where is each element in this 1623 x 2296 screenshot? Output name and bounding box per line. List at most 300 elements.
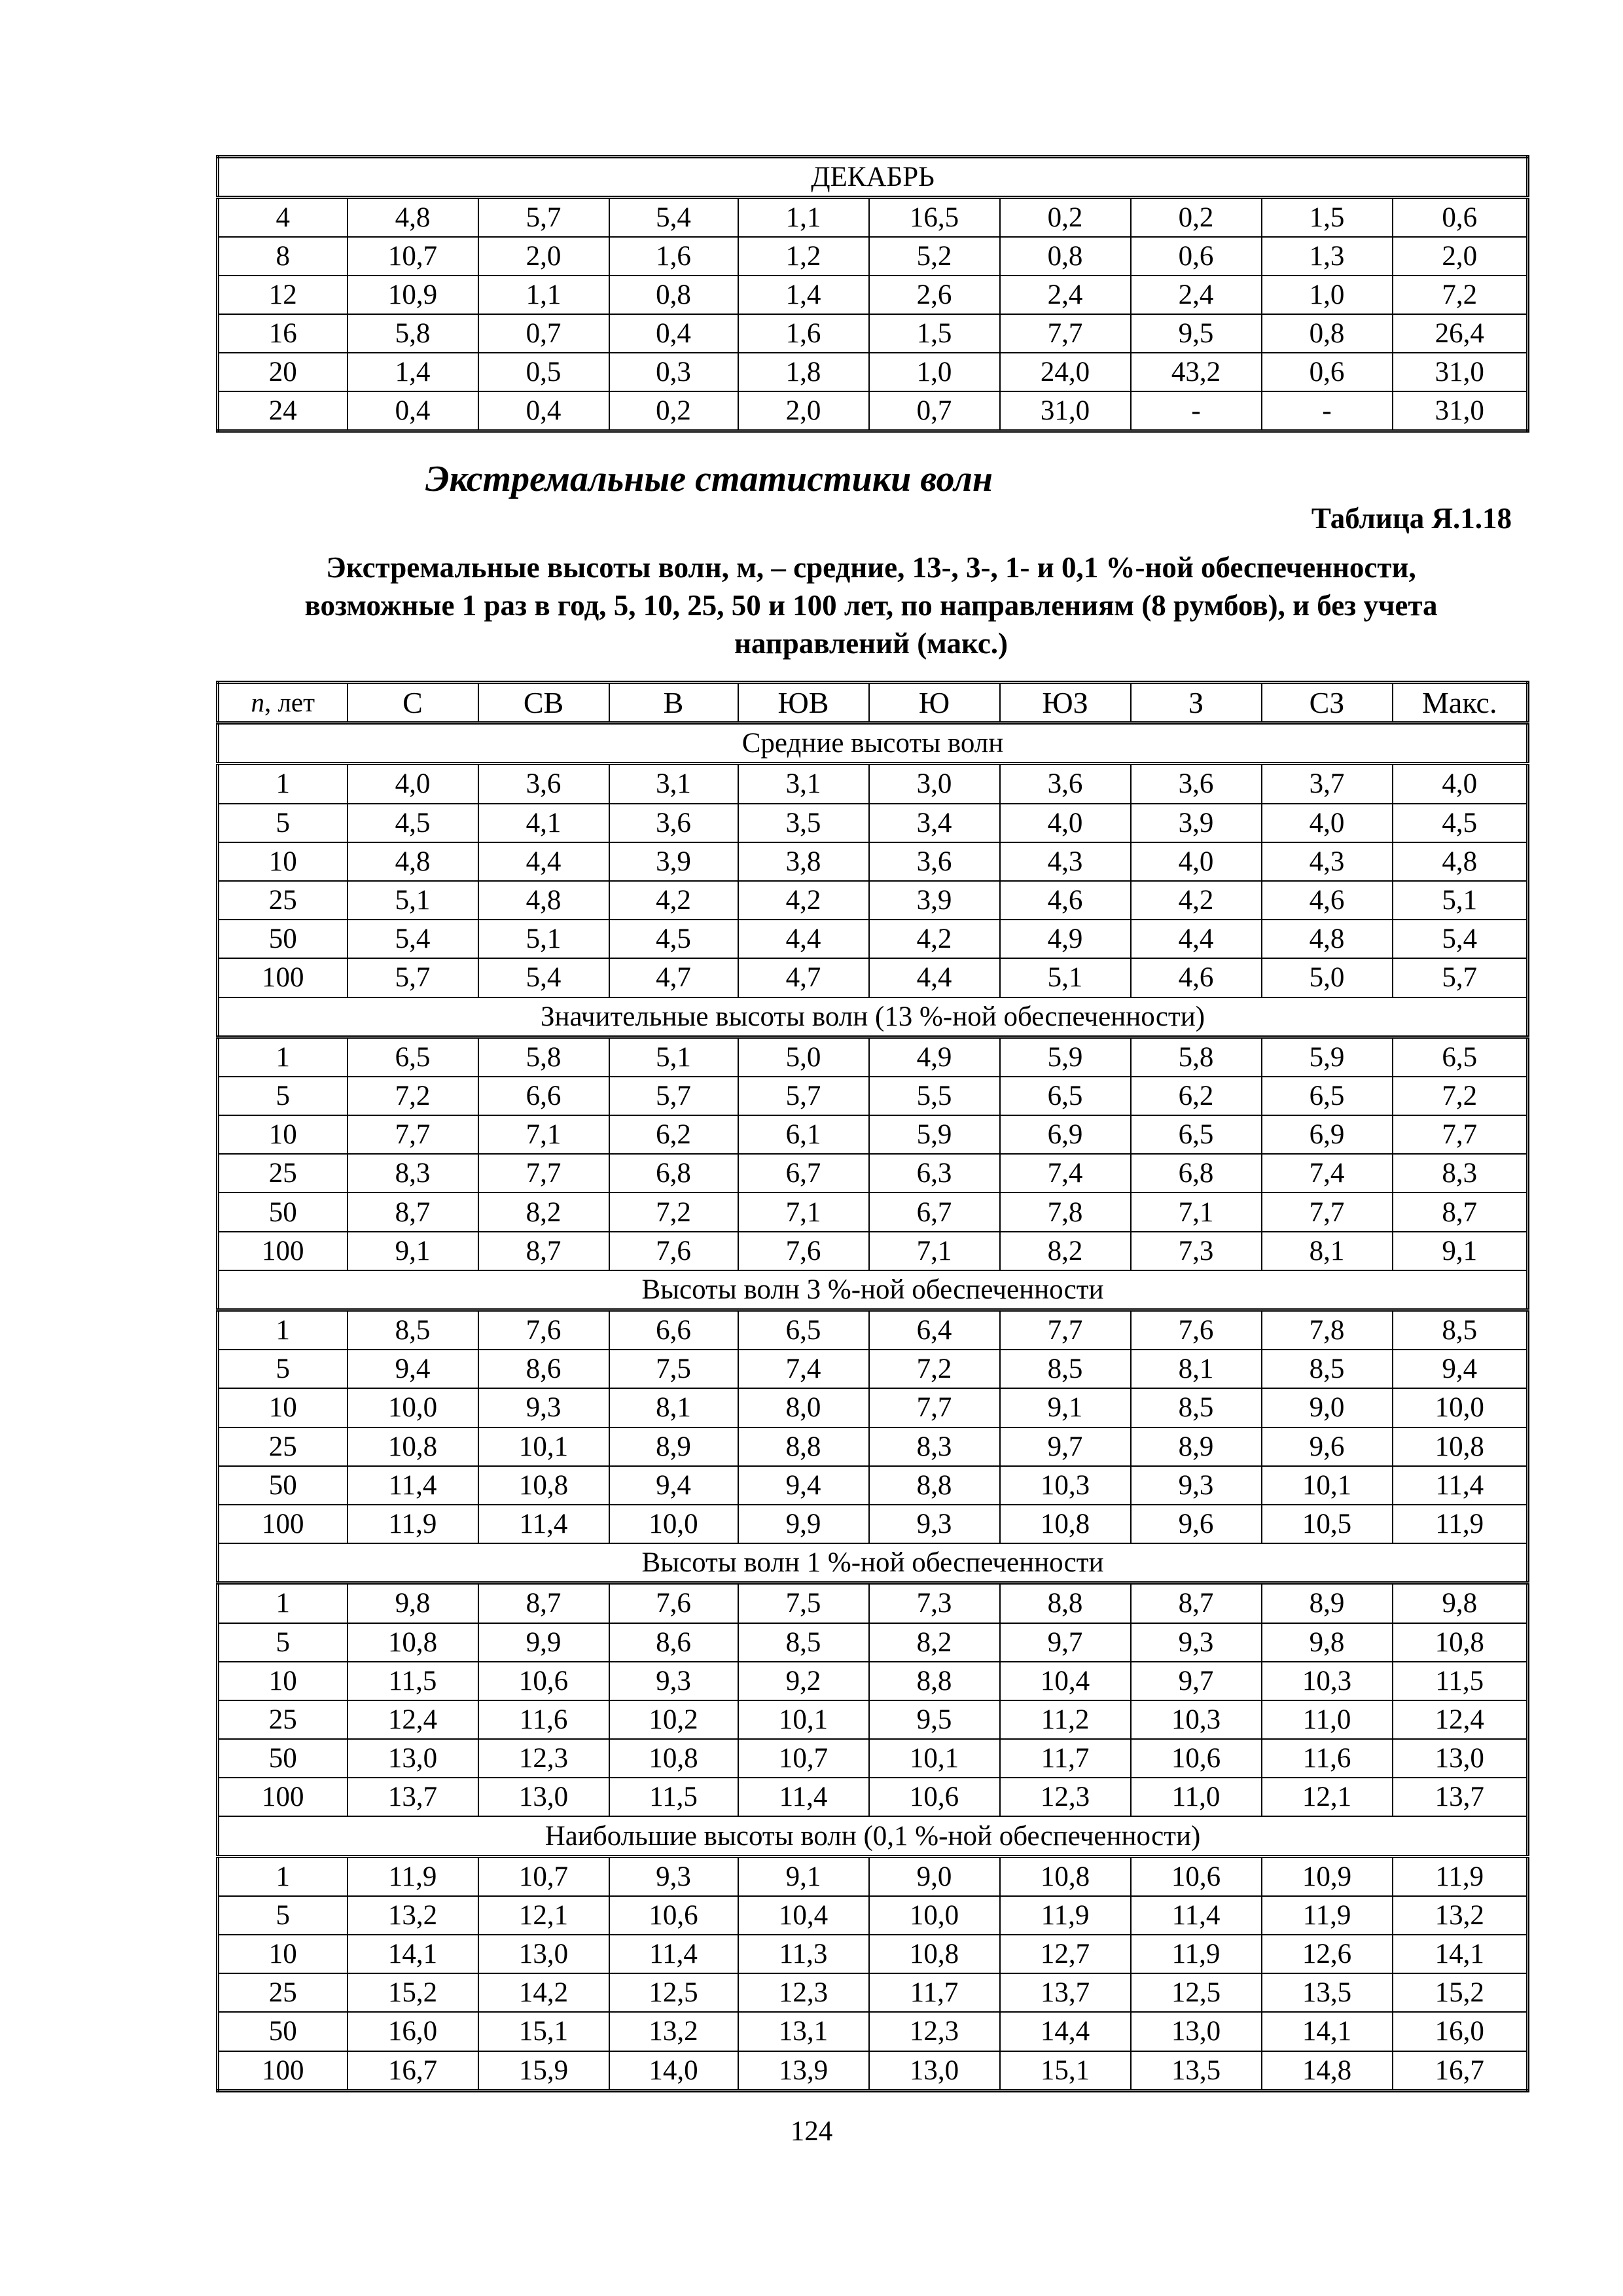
hour-cell: 20: [218, 353, 348, 391]
value-cell: 5,9: [869, 1115, 1000, 1154]
value-cell: 11,9: [1393, 1505, 1528, 1543]
header-direction: ЮВ: [738, 683, 869, 723]
value-cell: 7,8: [1262, 1310, 1393, 1350]
value-cell: 13,0: [478, 1935, 609, 1973]
value-cell: 4,6: [1131, 958, 1262, 997]
value-cell: 16,7: [348, 2051, 478, 2091]
value-cell: 5,5: [869, 1077, 1000, 1115]
table-row: [218, 1232, 1528, 1270]
value-cell: 9,3: [1131, 1466, 1262, 1505]
extreme-wave-table-body: [218, 683, 1528, 2091]
value-cell: 9,0: [869, 1856, 1000, 1896]
value-cell: 9,1: [1393, 1232, 1528, 1270]
value-cell: 7,3: [1131, 1232, 1262, 1270]
value-cell: 3,9: [609, 842, 738, 881]
table-row: [218, 1896, 1528, 1935]
value-cell: 5,1: [1000, 958, 1131, 997]
value-cell: 14,1: [1393, 1935, 1528, 1973]
value-cell: 8,9: [1262, 1583, 1393, 1623]
value-cell: 3,8: [738, 842, 869, 881]
value-cell: 2,6: [869, 276, 1000, 314]
table-row: [218, 237, 1528, 276]
value-cell: 16,5: [869, 198, 1000, 238]
value-cell: 1,0: [869, 353, 1000, 391]
value-cell: 7,6: [609, 1232, 738, 1270]
value-cell: 9,4: [738, 1466, 869, 1505]
value-cell: 3,1: [738, 764, 869, 804]
table-row: [218, 198, 1528, 238]
value-cell: 0,2: [1000, 198, 1131, 238]
value-cell: 8,5: [1393, 1310, 1528, 1350]
period-cell: 5: [218, 1623, 348, 1662]
value-cell: 4,1: [478, 804, 609, 842]
n-unit: , лет: [264, 687, 315, 718]
value-cell: 11,3: [738, 1935, 869, 1973]
value-cell: -: [1131, 391, 1262, 431]
value-cell: 8,5: [1262, 1350, 1393, 1388]
value-cell: 0,2: [1131, 198, 1262, 238]
table-row: [218, 1115, 1528, 1154]
table-row: [218, 1154, 1528, 1193]
table-row: [218, 1466, 1528, 1505]
value-cell: 0,8: [1262, 314, 1393, 353]
value-cell: 10,6: [478, 1662, 609, 1700]
value-cell: 10,7: [478, 1856, 609, 1896]
value-cell: 7,1: [738, 1193, 869, 1231]
value-cell: 10,8: [1393, 1623, 1528, 1662]
value-cell: 4,0: [1393, 764, 1528, 804]
value-cell: 11,4: [609, 1935, 738, 1973]
value-cell: 11,4: [1131, 1896, 1262, 1935]
value-cell: 7,7: [1000, 314, 1131, 353]
value-cell: 7,7: [1000, 1310, 1131, 1350]
table-row: [218, 1935, 1528, 1973]
table-row: [218, 1739, 1528, 1778]
value-cell: 4,9: [1000, 920, 1131, 958]
section-title: Высоты волн 1 %-ной обеспеченности: [218, 1543, 1528, 1583]
value-cell: 1,5: [1262, 198, 1393, 238]
value-cell: 12,1: [478, 1896, 609, 1935]
value-cell: 10,1: [1262, 1466, 1393, 1505]
table-row: [218, 1505, 1528, 1543]
hour-cell: 4: [218, 198, 348, 238]
value-cell: 10,0: [348, 1388, 478, 1427]
period-cell: 100: [218, 1505, 348, 1543]
value-cell: 12,4: [348, 1700, 478, 1739]
period-cell: 1: [218, 1310, 348, 1350]
period-cell: 50: [218, 2012, 348, 2051]
value-cell: 7,1: [478, 1115, 609, 1154]
value-cell: 16,0: [348, 2012, 478, 2051]
value-cell: 8,1: [1262, 1232, 1393, 1270]
value-cell: 9,9: [478, 1623, 609, 1662]
value-cell: 11,6: [478, 1700, 609, 1739]
period-cell: 10: [218, 1388, 348, 1427]
value-cell: 14,0: [609, 2051, 738, 2091]
value-cell: 11,9: [1262, 1896, 1393, 1935]
value-cell: 9,4: [609, 1466, 738, 1505]
value-cell: 5,9: [1262, 1037, 1393, 1077]
value-cell: 4,9: [869, 1037, 1000, 1077]
period-cell: 5: [218, 1896, 348, 1935]
value-cell: 7,7: [348, 1115, 478, 1154]
value-cell: 0,7: [478, 314, 609, 353]
value-cell: 11,7: [869, 1973, 1000, 2012]
value-cell: 3,9: [869, 881, 1000, 920]
value-cell: 0,6: [1262, 353, 1393, 391]
value-cell: 11,5: [348, 1662, 478, 1700]
value-cell: 6,5: [1262, 1077, 1393, 1115]
value-cell: 4,7: [738, 958, 869, 997]
table-row: [218, 314, 1528, 353]
value-cell: 13,1: [738, 2012, 869, 2051]
value-cell: 10,8: [609, 1739, 738, 1778]
value-cell: 0,5: [478, 353, 609, 391]
value-cell: 4,4: [478, 842, 609, 881]
value-cell: 0,8: [609, 276, 738, 314]
value-cell: 4,8: [1262, 920, 1393, 958]
value-cell: 13,7: [348, 1778, 478, 1816]
value-cell: 3,6: [478, 764, 609, 804]
table-row: [218, 276, 1528, 314]
value-cell: 8,9: [1131, 1427, 1262, 1466]
period-cell: 1: [218, 1856, 348, 1896]
table-row: [218, 1623, 1528, 1662]
value-cell: 2,0: [478, 237, 609, 276]
section-title-row: [218, 1816, 1528, 1856]
table-row: [218, 1778, 1528, 1816]
caption-line-1: Экстремальные высоты волн, м, – средние, 13-, 3-, 1- и 0,1 %-ной обеспеченности,: [326, 551, 1416, 584]
value-cell: 5,1: [478, 920, 609, 958]
value-cell: 12,5: [1131, 1973, 1262, 2012]
value-cell: 10,4: [1000, 1662, 1131, 1700]
value-cell: 9,6: [1131, 1505, 1262, 1543]
value-cell: 9,4: [348, 1350, 478, 1388]
value-cell: 31,0: [1000, 391, 1131, 431]
value-cell: 7,7: [478, 1154, 609, 1193]
period-cell: 100: [218, 1778, 348, 1816]
value-cell: 11,9: [348, 1856, 478, 1896]
header-direction: С: [348, 683, 478, 723]
value-cell: 7,6: [609, 1583, 738, 1623]
header-n-years: [218, 683, 348, 723]
hour-cell: 12: [218, 276, 348, 314]
value-cell: 16,7: [1393, 2051, 1528, 2091]
value-cell: 13,0: [348, 1739, 478, 1778]
value-cell: 3,9: [1131, 804, 1262, 842]
value-cell: 9,0: [1262, 1388, 1393, 1427]
value-cell: 3,4: [869, 804, 1000, 842]
value-cell: 10,6: [869, 1778, 1000, 1816]
value-cell: 4,7: [609, 958, 738, 997]
value-cell: 8,1: [1131, 1350, 1262, 1388]
value-cell: 6,5: [738, 1310, 869, 1350]
table-row: [218, 842, 1528, 881]
value-cell: 9,8: [348, 1583, 478, 1623]
table-number: Таблица Я.1.18: [1311, 502, 1512, 535]
value-cell: 26,4: [1393, 314, 1528, 353]
period-cell: 100: [218, 958, 348, 997]
section-title-row: [218, 1543, 1528, 1583]
table-row: [218, 1388, 1528, 1427]
value-cell: 7,2: [609, 1193, 738, 1231]
value-cell: 5,4: [478, 958, 609, 997]
value-cell: 6,1: [738, 1115, 869, 1154]
value-cell: 10,7: [738, 1739, 869, 1778]
value-cell: 7,4: [738, 1350, 869, 1388]
value-cell: 6,7: [869, 1193, 1000, 1231]
period-cell: 10: [218, 1935, 348, 1973]
value-cell: 4,0: [1262, 804, 1393, 842]
value-cell: 8,8: [738, 1427, 869, 1466]
period-cell: 100: [218, 1232, 348, 1270]
value-cell: 8,3: [869, 1427, 1000, 1466]
value-cell: 31,0: [1393, 391, 1528, 431]
section-title-row: [218, 1270, 1528, 1310]
value-cell: 11,2: [1000, 1700, 1131, 1739]
period-cell: 5: [218, 1077, 348, 1115]
value-cell: 13,5: [1262, 1973, 1393, 2012]
value-cell: 1,0: [1262, 276, 1393, 314]
value-cell: 8,7: [1393, 1193, 1528, 1231]
table-row: [218, 1077, 1528, 1115]
value-cell: 24,0: [1000, 353, 1131, 391]
value-cell: 8,2: [478, 1193, 609, 1231]
december-table-body: [218, 157, 1528, 431]
value-cell: 9,8: [1262, 1623, 1393, 1662]
table-row: [218, 764, 1528, 804]
value-cell: 8,6: [478, 1350, 609, 1388]
value-cell: 6,8: [1131, 1154, 1262, 1193]
table-row: [218, 1310, 1528, 1350]
value-cell: 7,6: [1131, 1310, 1262, 1350]
value-cell: 10,1: [738, 1700, 869, 1739]
value-cell: 15,9: [478, 2051, 609, 2091]
value-cell: 0,4: [348, 391, 478, 431]
value-cell: 8,1: [609, 1388, 738, 1427]
period-cell: 50: [218, 1193, 348, 1231]
value-cell: 7,2: [348, 1077, 478, 1115]
value-cell: 4,0: [348, 764, 478, 804]
section-heading: Экстремальные статистики волн: [425, 459, 993, 499]
value-cell: 4,8: [348, 198, 478, 238]
period-cell: 1: [218, 1583, 348, 1623]
value-cell: 9,3: [609, 1856, 738, 1896]
value-cell: 7,4: [1000, 1154, 1131, 1193]
section-title: Средние высоты волн: [218, 723, 1528, 764]
value-cell: 5,8: [348, 314, 478, 353]
value-cell: 8,3: [1393, 1154, 1528, 1193]
value-cell: 14,1: [348, 1935, 478, 1973]
value-cell: 5,1: [609, 1037, 738, 1077]
caption-line-3: направлений (макс.): [734, 627, 1008, 660]
value-cell: 2,0: [1393, 237, 1528, 276]
value-cell: 4,0: [1000, 804, 1131, 842]
value-cell: 15,1: [478, 2012, 609, 2051]
table-row: [218, 1193, 1528, 1231]
table-caption: [216, 548, 1526, 662]
header-direction: СВ: [478, 683, 609, 723]
header-direction: Ю: [869, 683, 1000, 723]
value-cell: 8,5: [738, 1623, 869, 1662]
value-cell: 8,7: [478, 1583, 609, 1623]
value-cell: 9,7: [1000, 1623, 1131, 1662]
extreme-wave-table: [216, 681, 1529, 2092]
value-cell: 12,1: [1262, 1778, 1393, 1816]
value-cell: 4,6: [1262, 881, 1393, 920]
table-row: [218, 1856, 1528, 1896]
value-cell: 5,8: [478, 1037, 609, 1077]
value-cell: 11,9: [1000, 1896, 1131, 1935]
value-cell: 8,3: [348, 1154, 478, 1193]
value-cell: 10,8: [1393, 1427, 1528, 1466]
value-cell: 10,7: [348, 237, 478, 276]
value-cell: 8,7: [1131, 1583, 1262, 1623]
period-cell: 5: [218, 804, 348, 842]
value-cell: 8,8: [869, 1662, 1000, 1700]
value-cell: 14,8: [1262, 2051, 1393, 2091]
value-cell: 7,6: [478, 1310, 609, 1350]
value-cell: 8,0: [738, 1388, 869, 1427]
value-cell: 9,9: [738, 1505, 869, 1543]
value-cell: 4,6: [1000, 881, 1131, 920]
value-cell: 3,1: [609, 764, 738, 804]
period-cell: 25: [218, 1427, 348, 1466]
value-cell: 1,4: [738, 276, 869, 314]
value-cell: 9,7: [1131, 1662, 1262, 1700]
value-cell: 9,8: [1393, 1583, 1528, 1623]
value-cell: 3,6: [1000, 764, 1131, 804]
value-cell: 6,2: [609, 1115, 738, 1154]
header-direction: З: [1131, 683, 1262, 723]
value-cell: 11,9: [1131, 1935, 1262, 1973]
value-cell: 6,5: [1131, 1115, 1262, 1154]
value-cell: 5,7: [609, 1077, 738, 1115]
period-cell: 5: [218, 1350, 348, 1388]
value-cell: 5,2: [869, 237, 1000, 276]
value-cell: 9,3: [1131, 1623, 1262, 1662]
table-row: [218, 1583, 1528, 1623]
table-row: [218, 2051, 1528, 2091]
value-cell: 11,9: [348, 1505, 478, 1543]
value-cell: 13,2: [1393, 1896, 1528, 1935]
period-cell: 1: [218, 1037, 348, 1077]
value-cell: 12,5: [609, 1973, 738, 2012]
value-cell: 13,0: [869, 2051, 1000, 2091]
period-cell: 10: [218, 842, 348, 881]
value-cell: 12,3: [869, 2012, 1000, 2051]
value-cell: 4,3: [1000, 842, 1131, 881]
value-cell: 10,5: [1262, 1505, 1393, 1543]
value-cell: 9,3: [869, 1505, 1000, 1543]
value-cell: 9,3: [478, 1388, 609, 1427]
value-cell: 3,6: [609, 804, 738, 842]
value-cell: 11,4: [348, 1466, 478, 1505]
value-cell: 7,1: [869, 1232, 1000, 1270]
header-row: [218, 683, 1528, 723]
table-row: [218, 391, 1528, 431]
period-cell: 50: [218, 1739, 348, 1778]
value-cell: 10,0: [1393, 1388, 1528, 1427]
value-cell: 4,2: [609, 881, 738, 920]
value-cell: 13,0: [1393, 1739, 1528, 1778]
value-cell: 3,0: [869, 764, 1000, 804]
value-cell: 4,0: [1131, 842, 1262, 881]
value-cell: 4,2: [869, 920, 1000, 958]
value-cell: 10,6: [1131, 1739, 1262, 1778]
table-row: [218, 1037, 1528, 1077]
value-cell: 7,8: [1000, 1193, 1131, 1231]
value-cell: 8,5: [348, 1310, 478, 1350]
value-cell: 10,0: [869, 1896, 1000, 1935]
value-cell: 5,7: [478, 198, 609, 238]
value-cell: 9,7: [1000, 1427, 1131, 1466]
value-cell: 0,7: [869, 391, 1000, 431]
value-cell: 5,1: [1393, 881, 1528, 920]
value-cell: 6,5: [348, 1037, 478, 1077]
value-cell: 5,0: [1262, 958, 1393, 997]
value-cell: 10,8: [1000, 1856, 1131, 1896]
value-cell: 9,2: [738, 1662, 869, 1700]
table-row: [218, 958, 1528, 997]
table-row: [218, 1973, 1528, 2012]
value-cell: 4,3: [1262, 842, 1393, 881]
value-cell: 13,2: [348, 1896, 478, 1935]
value-cell: 10,3: [1262, 1662, 1393, 1700]
value-cell: 8,5: [1000, 1350, 1131, 1388]
table-row: [218, 804, 1528, 842]
value-cell: 0,6: [1393, 198, 1528, 238]
caption-line-2: возможные 1 раз в год, 5, 10, 25, 50 и 100 лет, по направлениям (8 румбов), и без учета: [304, 589, 1438, 622]
value-cell: 6,2: [1131, 1077, 1262, 1115]
section-title: Значительные высоты волн (13 %-ной обеспеченности): [218, 997, 1528, 1037]
value-cell: 13,2: [609, 2012, 738, 2051]
value-cell: 6,6: [478, 1077, 609, 1115]
value-cell: 15,2: [1393, 1973, 1528, 2012]
value-cell: 5,7: [348, 958, 478, 997]
value-cell: 11,0: [1131, 1778, 1262, 1816]
value-cell: 11,6: [1262, 1739, 1393, 1778]
header-direction: Макс.: [1393, 683, 1528, 723]
table-row: [218, 1427, 1528, 1466]
value-cell: 7,7: [1393, 1115, 1528, 1154]
value-cell: 4,4: [738, 920, 869, 958]
value-cell: 10,4: [738, 1896, 869, 1935]
value-cell: 11,9: [1393, 1856, 1528, 1896]
value-cell: 16,0: [1393, 2012, 1528, 2051]
value-cell: 8,5: [1131, 1388, 1262, 1427]
value-cell: 10,9: [348, 276, 478, 314]
value-cell: 8,7: [348, 1193, 478, 1231]
value-cell: 14,2: [478, 1973, 609, 2012]
value-cell: 0,4: [478, 391, 609, 431]
header-direction: В: [609, 683, 738, 723]
value-cell: 12,6: [1262, 1935, 1393, 1973]
value-cell: 6,9: [1262, 1115, 1393, 1154]
value-cell: 4,4: [869, 958, 1000, 997]
december-table: [216, 155, 1529, 433]
value-cell: 4,5: [348, 804, 478, 842]
value-cell: 12,4: [1393, 1700, 1528, 1739]
value-cell: 9,5: [1131, 314, 1262, 353]
value-cell: 0,6: [1131, 237, 1262, 276]
value-cell: 6,5: [1000, 1077, 1131, 1115]
value-cell: 9,1: [1000, 1388, 1131, 1427]
value-cell: 11,7: [1000, 1739, 1131, 1778]
value-cell: 5,4: [348, 920, 478, 958]
period-cell: 50: [218, 920, 348, 958]
value-cell: 13,0: [1131, 2012, 1262, 2051]
